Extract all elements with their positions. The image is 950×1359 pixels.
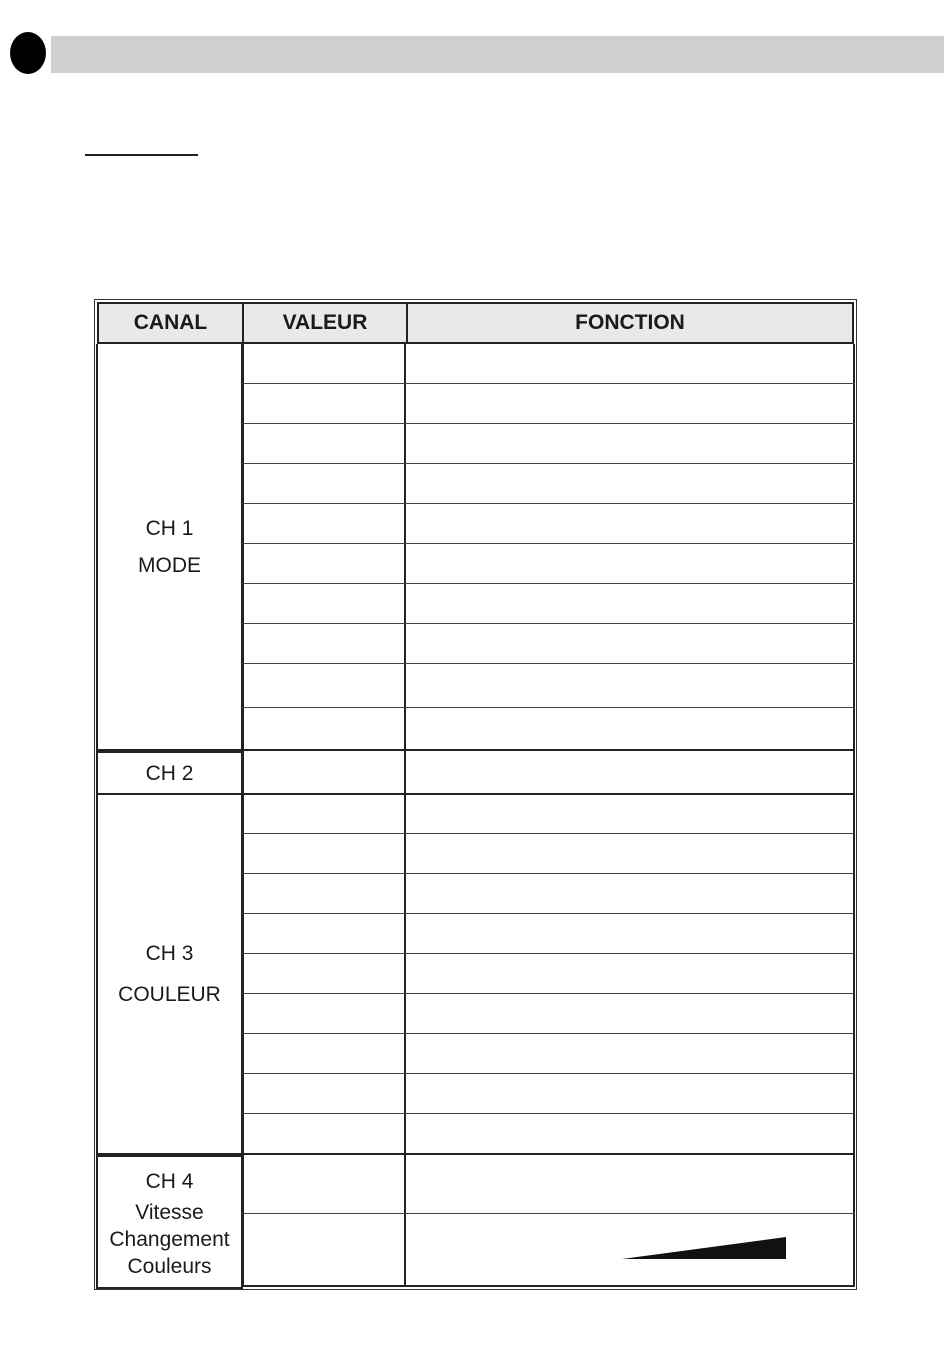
table-row — [242, 344, 855, 384]
fonction-cell — [406, 751, 855, 793]
table-row — [242, 795, 855, 834]
fonction-cell — [406, 914, 855, 953]
channel-function-line: Vitesse — [135, 1200, 204, 1224]
valeur-cell — [242, 464, 406, 503]
valeur-cell — [242, 1155, 406, 1213]
speed-ramp-icon — [622, 1235, 788, 1260]
table-row — [242, 1074, 855, 1114]
channel-function-line: Changement — [109, 1227, 230, 1251]
channel-number: CH 4 — [145, 1169, 194, 1193]
table-row — [242, 1114, 855, 1155]
table-row — [242, 708, 855, 751]
fonction-cell — [406, 1155, 855, 1213]
channel-cell-ch1 — [96, 344, 243, 751]
fonction-cell — [406, 1074, 855, 1113]
valeur-cell — [242, 1034, 406, 1073]
fonction-cell — [406, 664, 855, 707]
valeur-cell — [242, 624, 406, 663]
fonction-cell — [406, 1034, 855, 1073]
table-row — [242, 874, 855, 914]
channel-function-line: Couleurs — [127, 1254, 212, 1278]
valeur-cell — [242, 1114, 406, 1153]
fonction-cell — [406, 344, 855, 383]
valeur-cell — [242, 994, 406, 1033]
fonction-cell — [406, 708, 855, 749]
table-row — [242, 624, 855, 664]
channel-cell-ch4 — [96, 1155, 243, 1289]
channel-function: MODE — [138, 553, 201, 577]
table-row — [242, 914, 855, 954]
blank-underlined-heading — [85, 154, 198, 156]
valeur-cell — [242, 504, 406, 543]
valeur-cell — [242, 954, 406, 993]
fonction-cell — [406, 795, 855, 833]
table-row — [242, 384, 855, 424]
column-header-valeur: VALEUR — [242, 302, 408, 344]
table-row — [242, 834, 855, 874]
table-row — [242, 1034, 855, 1074]
table-row — [242, 464, 855, 504]
fonction-cell — [406, 994, 855, 1033]
channel-number: CH 3 — [145, 942, 194, 965]
valeur-cell — [242, 584, 406, 623]
valeur-cell — [242, 834, 406, 873]
valeur-cell — [242, 874, 406, 913]
valeur-cell — [242, 914, 406, 953]
table-row — [242, 504, 855, 544]
valeur-cell — [242, 664, 406, 707]
table-row — [242, 584, 855, 624]
column-header-canal: CANAL — [97, 302, 244, 344]
fonction-cell — [406, 624, 855, 663]
valeur-cell — [242, 344, 406, 383]
table-row — [242, 424, 855, 464]
table-row — [242, 1155, 855, 1214]
fonction-cell — [406, 584, 855, 623]
fonction-cell — [406, 504, 855, 543]
valeur-cell — [242, 795, 406, 833]
fonction-cell — [406, 424, 855, 463]
fonction-cell — [406, 874, 855, 913]
section-marker-dot — [10, 32, 46, 74]
valeur-cell — [242, 1214, 406, 1285]
table-row — [242, 994, 855, 1034]
valeur-cell — [242, 424, 406, 463]
table-row — [242, 954, 855, 994]
table-row — [242, 544, 855, 584]
valeur-cell — [242, 1074, 406, 1113]
column-header-fonction: FONCTION — [406, 302, 854, 344]
valeur-cell — [242, 708, 406, 749]
fonction-cell — [406, 464, 855, 503]
fonction-cell — [406, 544, 855, 583]
table-row — [242, 751, 855, 795]
fonction-cell — [406, 954, 855, 993]
valeur-cell — [242, 544, 406, 583]
table-row — [242, 664, 855, 708]
channel-function: COULEUR — [118, 983, 221, 1006]
channel-cell-ch2 — [96, 751, 243, 795]
channel-cell-ch3 — [96, 795, 243, 1155]
channel-number: CH 2 — [145, 761, 194, 785]
valeur-cell — [242, 384, 406, 423]
fonction-cell — [406, 1114, 855, 1153]
fonction-cell — [406, 834, 855, 873]
channel-number: CH 1 — [145, 516, 194, 540]
section-header-band — [51, 36, 944, 73]
fonction-cell — [406, 384, 855, 423]
valeur-cell — [242, 751, 406, 793]
